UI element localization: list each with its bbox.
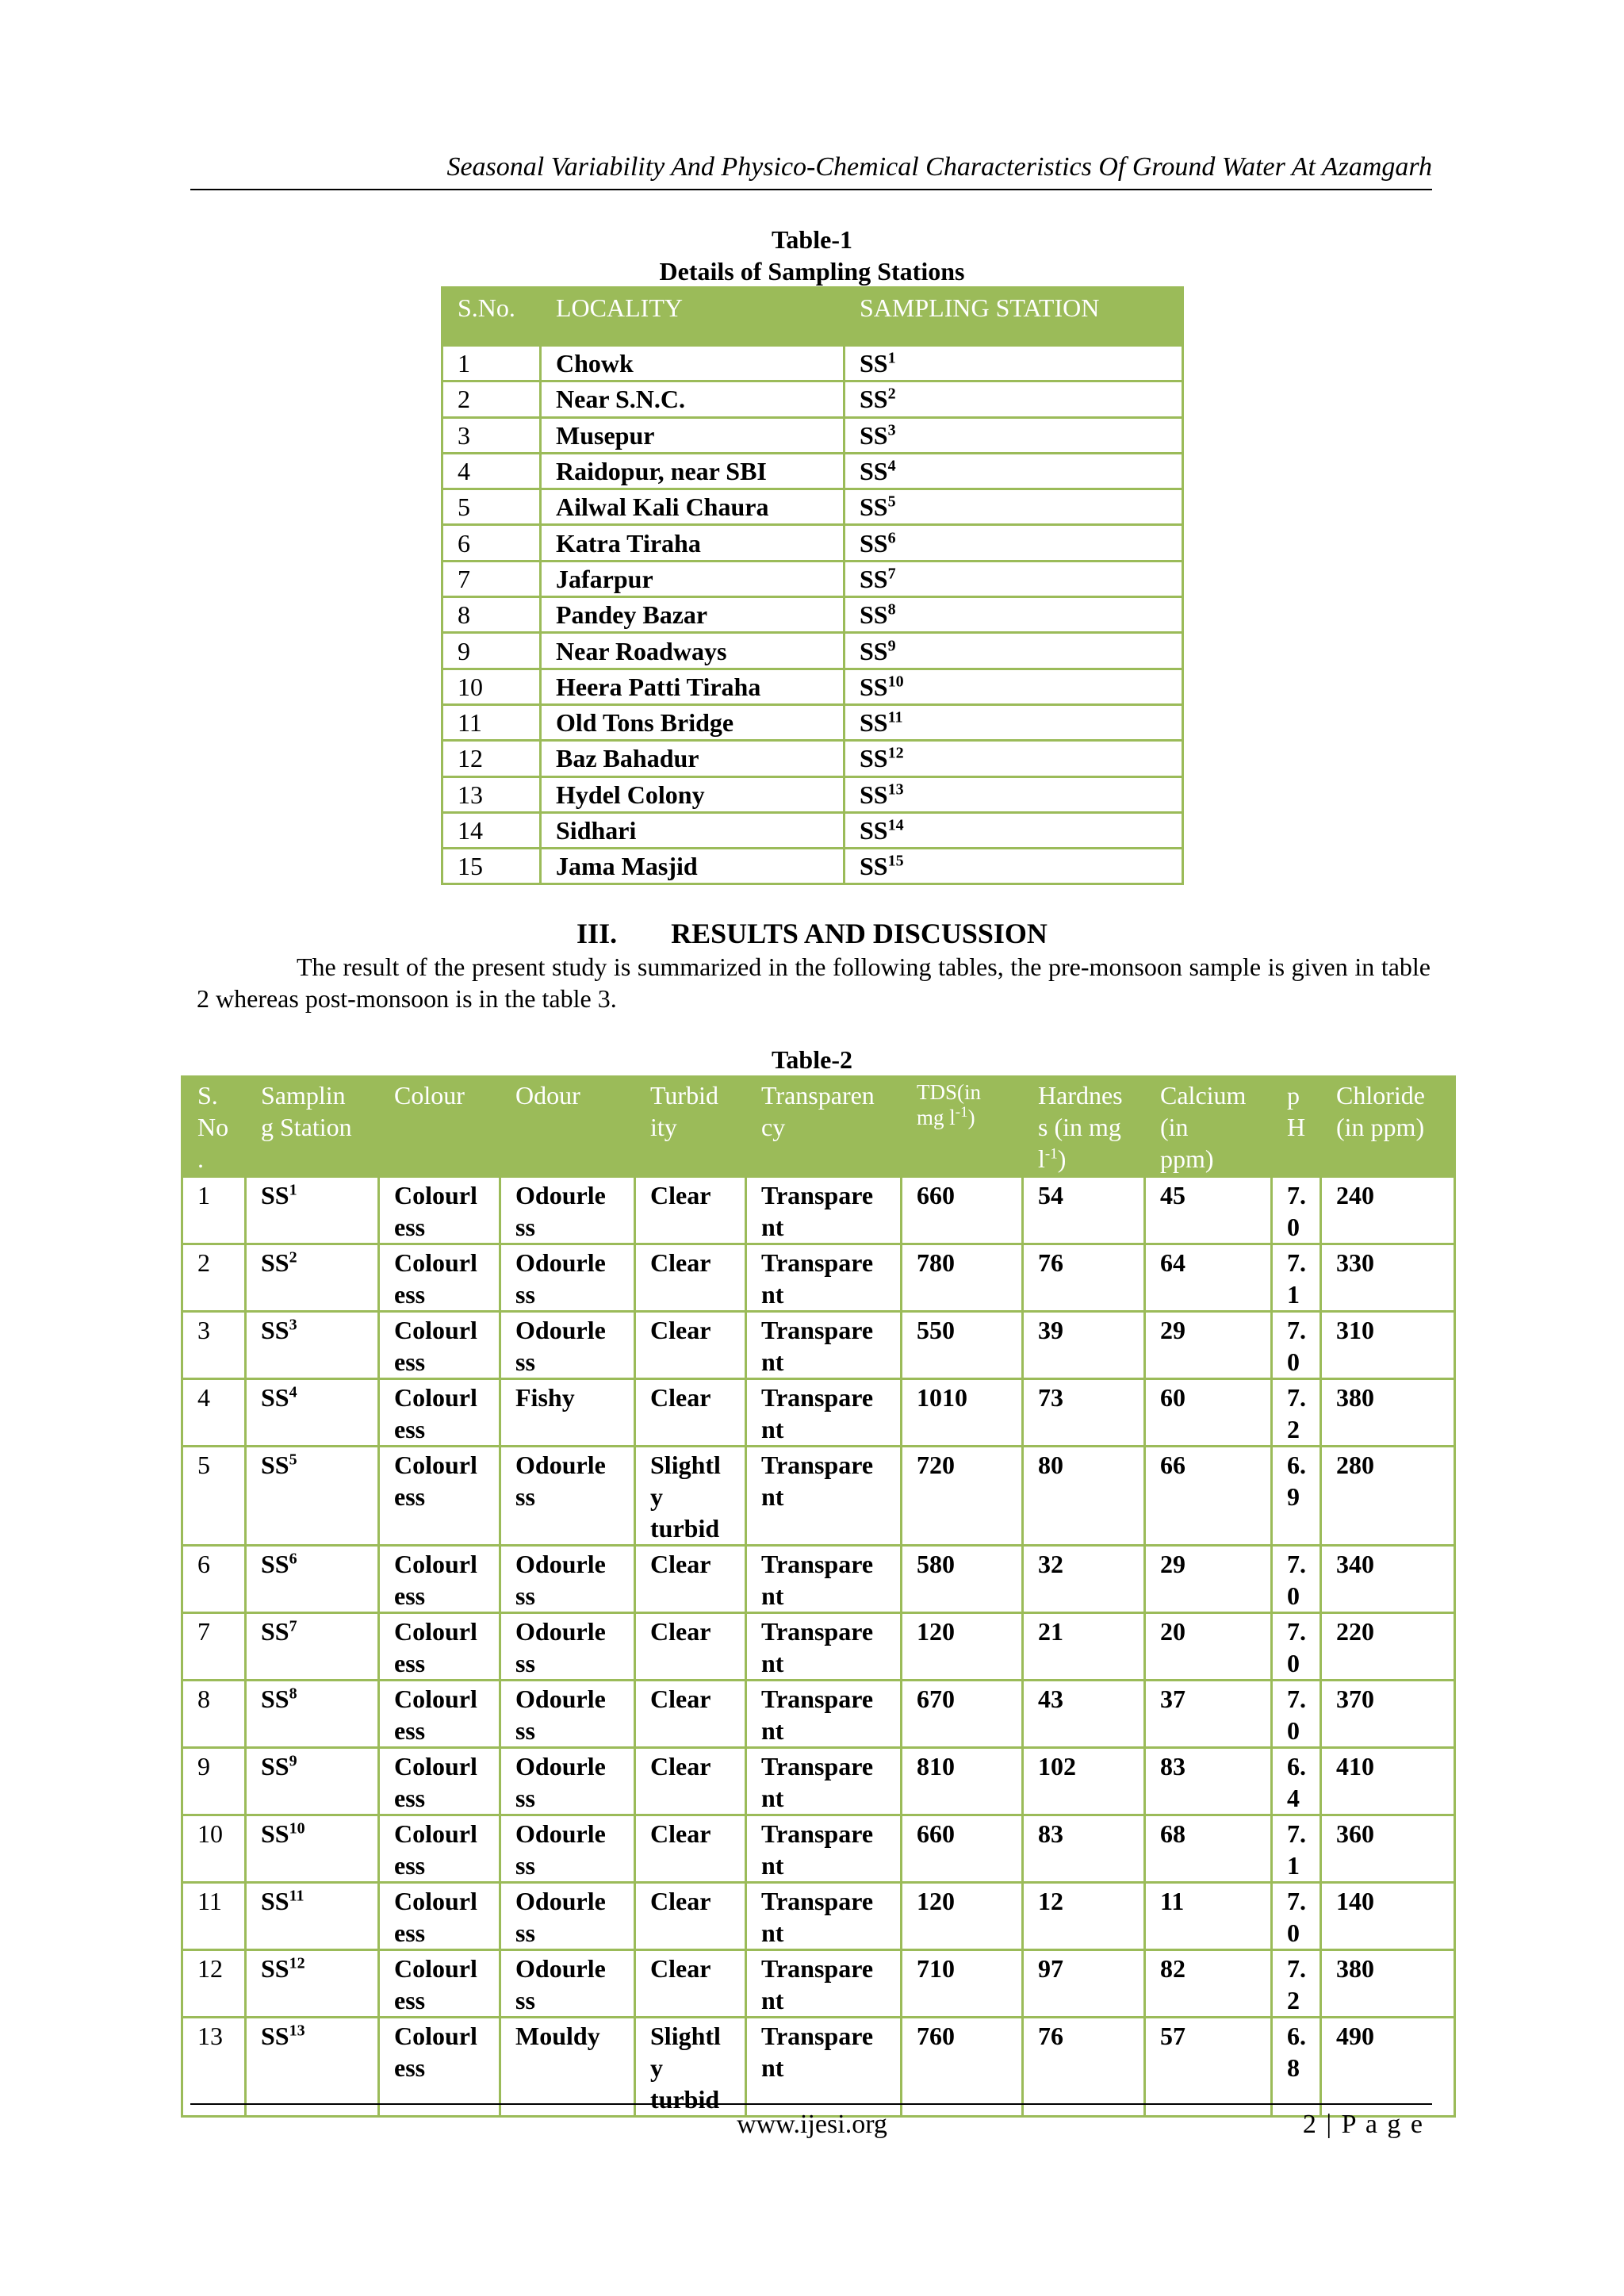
table2-cell-calcium: 29 bbox=[1145, 1546, 1272, 1613]
table1-row bbox=[442, 597, 1183, 633]
table2-cell-odour: Odourle ss bbox=[500, 1950, 635, 2018]
table1-body bbox=[442, 346, 1183, 884]
table2-cell-transparency: Transpare nt bbox=[746, 1244, 902, 1312]
table2-cell-hardness: 97 bbox=[1023, 1950, 1145, 2018]
table2-cell-turbidity: Slightl y turbid bbox=[635, 2018, 746, 2117]
table1-row bbox=[442, 849, 1183, 884]
table1-cell-locality: Near S.N.C. bbox=[541, 381, 845, 417]
table2-cell-odour: Fishy bbox=[500, 1379, 635, 1447]
table2-cell-hardness: 32 bbox=[1023, 1546, 1145, 1613]
table2-cell-chloride: 340 bbox=[1321, 1546, 1455, 1613]
table1-cell-locality: Baz Bahadur bbox=[541, 741, 845, 776]
footer-page-number: 2 | P a g e bbox=[1302, 2110, 1424, 2139]
table2-cell-chloride: 410 bbox=[1321, 1748, 1455, 1815]
table2-cell-tds: 580 bbox=[902, 1546, 1023, 1613]
table2-cell-sno: 8 bbox=[182, 1681, 246, 1748]
table2-cell-tds: 120 bbox=[902, 1883, 1023, 1950]
table2-cell-station: SS$^{10}$ bbox=[246, 1815, 379, 1883]
table1-cell-station: $SS^1$ bbox=[845, 346, 1183, 381]
table1-caption: Table-1 bbox=[772, 225, 852, 254]
table2-cell-odour: Odourle ss bbox=[500, 1546, 635, 1613]
table2-cell-station: $SS^3$ bbox=[246, 1312, 379, 1379]
table1-header-sno: S.No. bbox=[442, 288, 541, 346]
table2-cell-station: $SS^7$ bbox=[246, 1613, 379, 1681]
table2-cell-hardness: 21 bbox=[1023, 1613, 1145, 1681]
table2-cell-sno: 3 bbox=[182, 1312, 246, 1379]
table2-row bbox=[182, 1379, 1455, 1447]
results-paragraph: The result of the present study is summarized in the following tables, the pre-monsoon sample is given in table 2 whereas post-monsoon is in the table 3. bbox=[197, 953, 1431, 1013]
table2-cell-calcium: 64 bbox=[1145, 1244, 1272, 1312]
table2-pre-monsoon bbox=[181, 1075, 1456, 2118]
table2-cell-station: $SS^1$ bbox=[246, 1177, 379, 1244]
table1-row bbox=[442, 741, 1183, 776]
table2-cell-odour: Odourle ss bbox=[500, 1613, 635, 1681]
table2-cell-chloride: 330 bbox=[1321, 1244, 1455, 1312]
table2-cell-hardness: 83 bbox=[1023, 1815, 1145, 1883]
table1-cell-station: SS$^{14}$ bbox=[845, 812, 1183, 848]
table2-cell-tds: 120 bbox=[902, 1613, 1023, 1681]
table1-row bbox=[442, 669, 1183, 704]
table2-cell-sno: 5 bbox=[182, 1447, 246, 1546]
table2-cell-transparency: Transpare nt bbox=[746, 1546, 902, 1613]
section-title: RESULTS AND DISCUSSION bbox=[671, 918, 1048, 949]
table2-cell-odour: Odourle ss bbox=[500, 1312, 635, 1379]
table2-cell-transparency: Transpare nt bbox=[746, 1950, 902, 2018]
table2-caption: Table-2 bbox=[772, 1045, 852, 1074]
table2-cell-turbidity: Clear bbox=[635, 1883, 746, 1950]
table1-cell-sno: 5 bbox=[442, 489, 541, 525]
table1-cell-locality: Musepur bbox=[541, 417, 845, 453]
table2-cell-ph: 7. 0 bbox=[1272, 1546, 1321, 1613]
table1-row bbox=[442, 525, 1183, 561]
table2-cell-sno: 12 bbox=[182, 1950, 246, 2018]
table2-cell-hardness: 39 bbox=[1023, 1312, 1145, 1379]
table2-cell-colour: Colourl ess bbox=[379, 1379, 500, 1447]
table2-cell-ph: 7. 0 bbox=[1272, 1312, 1321, 1379]
table2-cell-calcium: 57 bbox=[1145, 2018, 1272, 2117]
table1-cell-sno: 7 bbox=[442, 561, 541, 596]
table1-cell-locality: Hydel Colony bbox=[541, 776, 845, 812]
table1-cell-locality: Old Tons Bridge bbox=[541, 704, 845, 740]
table1-cell-sno: 3 bbox=[442, 417, 541, 453]
table1-cell-sno: 15 bbox=[442, 849, 541, 884]
table2-cell-chloride: 380 bbox=[1321, 1950, 1455, 2018]
table1-cell-station: $SS^6$ bbox=[845, 525, 1183, 561]
table1-cell-sno: 4 bbox=[442, 453, 541, 489]
table2-header-colour: Colour bbox=[379, 1077, 500, 1177]
table2-cell-turbidity: Clear bbox=[635, 1379, 746, 1447]
table1-cell-locality: Raidopur, near SBI bbox=[541, 453, 845, 489]
table2-cell-chloride: 490 bbox=[1321, 2018, 1455, 2117]
table1-row bbox=[442, 381, 1183, 417]
table2-row bbox=[182, 1748, 1455, 1815]
section-number: III. bbox=[576, 918, 618, 949]
table1-row bbox=[442, 633, 1183, 669]
table2-cell-colour: Colourl ess bbox=[379, 1447, 500, 1546]
table2-row bbox=[182, 1177, 1455, 1244]
table1-row bbox=[442, 346, 1183, 381]
table2-cell-transparency: Transpare nt bbox=[746, 1613, 902, 1681]
table2-cell-hardness: 80 bbox=[1023, 1447, 1145, 1546]
table2-cell-colour: Colourl ess bbox=[379, 1244, 500, 1312]
table2-cell-calcium: 11 bbox=[1145, 1883, 1272, 1950]
table2-cell-colour: Colourl ess bbox=[379, 1312, 500, 1379]
table1-cell-sno: 9 bbox=[442, 633, 541, 669]
table2-cell-turbidity: Clear bbox=[635, 1681, 746, 1748]
table1-cell-station: SS$^{12}$ bbox=[845, 741, 1183, 776]
table1-cell-sno: 2 bbox=[442, 381, 541, 417]
table1-row bbox=[442, 704, 1183, 740]
table2-cell-station: $SS^8$ bbox=[246, 1681, 379, 1748]
table1-cell-station: SS$^{13}$ bbox=[845, 776, 1183, 812]
table2-cell-odour: Odourle ss bbox=[500, 1244, 635, 1312]
table2-cell-hardness: 76 bbox=[1023, 1244, 1145, 1312]
table2-body bbox=[182, 1177, 1455, 2117]
table2-cell-chloride: 280 bbox=[1321, 1447, 1455, 1546]
table2-cell-calcium: 82 bbox=[1145, 1950, 1272, 2018]
table2-row bbox=[182, 1546, 1455, 1613]
table2-cell-calcium: 20 bbox=[1145, 1613, 1272, 1681]
table2-row bbox=[182, 1883, 1455, 1950]
table2-cell-hardness: 12 bbox=[1023, 1883, 1145, 1950]
table2-cell-transparency: Transpare nt bbox=[746, 1177, 902, 1244]
table2-cell-ph: 7. 1 bbox=[1272, 1815, 1321, 1883]
table2-cell-ph: 7. 2 bbox=[1272, 1950, 1321, 2018]
table2-cell-colour: Colourl ess bbox=[379, 1950, 500, 2018]
table1-cell-sno: 14 bbox=[442, 812, 541, 848]
table2-cell-calcium: 37 bbox=[1145, 1681, 1272, 1748]
table2-cell-hardness: 76 bbox=[1023, 2018, 1145, 2117]
table1-cell-station: $SS^4$ bbox=[845, 453, 1183, 489]
table1-cell-sno: 11 bbox=[442, 704, 541, 740]
table1-sampling-stations bbox=[441, 286, 1184, 885]
table2-row bbox=[182, 1613, 1455, 1681]
table2-cell-transparency: Transpare nt bbox=[746, 2018, 902, 2117]
table2-cell-ph: 7. 0 bbox=[1272, 1681, 1321, 1748]
table1-cell-locality: Jama Masjid bbox=[541, 849, 845, 884]
table2-cell-chloride: 240 bbox=[1321, 1177, 1455, 1244]
table2-cell-hardness: 54 bbox=[1023, 1177, 1145, 1244]
table1-row bbox=[442, 561, 1183, 596]
table2-cell-tds: 660 bbox=[902, 1815, 1023, 1883]
table1-cell-sno: 1 bbox=[442, 346, 541, 381]
footer-url: www.ijesi.org bbox=[737, 2110, 887, 2139]
table2-cell-ph: 7. 2 bbox=[1272, 1379, 1321, 1447]
table2-cell-odour: Odourle ss bbox=[500, 1815, 635, 1883]
table2-cell-station: $SS^5$ bbox=[246, 1447, 379, 1546]
table2-cell-odour: Mouldy bbox=[500, 2018, 635, 2117]
table1-cell-locality: Ailwal Kali Chaura bbox=[541, 489, 845, 525]
table2-cell-ph: 7. 1 bbox=[1272, 1244, 1321, 1312]
table2-row bbox=[182, 1312, 1455, 1379]
table2-cell-calcium: 45 bbox=[1145, 1177, 1272, 1244]
table2-cell-colour: Colourl ess bbox=[379, 1546, 500, 1613]
table2-cell-sno: 2 bbox=[182, 1244, 246, 1312]
table1-cell-station: SS$^{10}$ bbox=[845, 669, 1183, 704]
table2-cell-hardness: 102 bbox=[1023, 1748, 1145, 1815]
table2-header-turbidity: Turbid ity bbox=[635, 1077, 746, 1177]
table1-cell-station: $SS^2$ bbox=[845, 381, 1183, 417]
table1-cell-sno: 10 bbox=[442, 669, 541, 704]
section-heading bbox=[0, 917, 1624, 950]
table1-cell-locality: Sidhari bbox=[541, 812, 845, 848]
table1-cell-station: $SS^5$ bbox=[845, 489, 1183, 525]
table2-cell-station: SS$^{11}$ bbox=[246, 1883, 379, 1950]
table2-cell-station: $SS^6$ bbox=[246, 1546, 379, 1613]
table1-cell-locality: Katra Tiraha bbox=[541, 525, 845, 561]
table1-cell-locality: Heera Patti Tiraha bbox=[541, 669, 845, 704]
table2-cell-transparency: Transpare nt bbox=[746, 1748, 902, 1815]
table2-cell-odour: Odourle ss bbox=[500, 1447, 635, 1546]
table2-cell-calcium: 66 bbox=[1145, 1447, 1272, 1546]
table2-row bbox=[182, 1950, 1455, 2018]
table2-cell-calcium: 60 bbox=[1145, 1379, 1272, 1447]
table1-title: Details of Sampling Stations bbox=[659, 257, 965, 286]
table2-row bbox=[182, 1244, 1455, 1312]
table2-cell-transparency: Transpare nt bbox=[746, 1379, 902, 1447]
table2-cell-turbidity: Clear bbox=[635, 1312, 746, 1379]
table2-cell-station: SS$^{13}$ bbox=[246, 2018, 379, 2117]
table2-cell-colour: Colourl ess bbox=[379, 2018, 500, 2117]
table2-cell-transparency: Transpare nt bbox=[746, 1883, 902, 1950]
table2-header-calcium: Calcium (in ppm) bbox=[1145, 1077, 1272, 1177]
table2-cell-transparency: Transpare nt bbox=[746, 1312, 902, 1379]
table2-cell-odour: Odourle ss bbox=[500, 1883, 635, 1950]
table2-cell-chloride: 220 bbox=[1321, 1613, 1455, 1681]
table2-cell-calcium: 29 bbox=[1145, 1312, 1272, 1379]
table1-cell-station: $SS^7$ bbox=[845, 561, 1183, 596]
table2-cell-hardness: 73 bbox=[1023, 1379, 1145, 1447]
table2-cell-turbidity: Clear bbox=[635, 1950, 746, 2018]
table2-cell-sno: 6 bbox=[182, 1546, 246, 1613]
table2-cell-colour: Colourl ess bbox=[379, 1177, 500, 1244]
table2-cell-turbidity: Clear bbox=[635, 1748, 746, 1815]
table2-cell-station: $SS^9$ bbox=[246, 1748, 379, 1815]
header-rule bbox=[190, 189, 1432, 190]
table2-cell-colour: Colourl ess bbox=[379, 1748, 500, 1815]
table1-cell-station: SS$^{15}$ bbox=[845, 849, 1183, 884]
table2-cell-sno: 9 bbox=[182, 1748, 246, 1815]
running-title: Seasonal Variability And Physico-Chemical Characteristics Of Ground Water At Azamgarh bbox=[446, 152, 1432, 182]
table2-cell-station: $SS^2$ bbox=[246, 1244, 379, 1312]
table2-row bbox=[182, 1681, 1455, 1748]
table2-cell-ph: 6. 9 bbox=[1272, 1447, 1321, 1546]
table2-cell-odour: Odourle ss bbox=[500, 1748, 635, 1815]
table2-header-chloride: Chloride (in ppm) bbox=[1321, 1077, 1455, 1177]
table2-cell-tds: 670 bbox=[902, 1681, 1023, 1748]
table1-cell-station: $SS^9$ bbox=[845, 633, 1183, 669]
table2-header-row bbox=[182, 1077, 1455, 1177]
table2-cell-chloride: 310 bbox=[1321, 1312, 1455, 1379]
table2-cell-tds: 710 bbox=[902, 1950, 1023, 2018]
table2-cell-sno: 13 bbox=[182, 2018, 246, 2117]
table1-cell-sno: 13 bbox=[442, 776, 541, 812]
table2-cell-tds: 660 bbox=[902, 1177, 1023, 1244]
table2-row bbox=[182, 2018, 1455, 2117]
table2-cell-chloride: 370 bbox=[1321, 1681, 1455, 1748]
table2-header-odour: Odour bbox=[500, 1077, 635, 1177]
table2-cell-hardness: 43 bbox=[1023, 1681, 1145, 1748]
table1-row bbox=[442, 812, 1183, 848]
table2-cell-station: SS$^{12}$ bbox=[246, 1950, 379, 2018]
table2-cell-sno: 1 bbox=[182, 1177, 246, 1244]
table2-cell-tds: 810 bbox=[902, 1748, 1023, 1815]
table1-row bbox=[442, 453, 1183, 489]
table2-cell-ph: 6. 4 bbox=[1272, 1748, 1321, 1815]
table1-header-locality: LOCALITY bbox=[541, 288, 845, 346]
table1-cell-station: $SS^3$ bbox=[845, 417, 1183, 453]
table2-cell-transparency: Transpare nt bbox=[746, 1815, 902, 1883]
table2-cell-turbidity: Clear bbox=[635, 1546, 746, 1613]
table2-cell-turbidity: Clear bbox=[635, 1815, 746, 1883]
table1-header-row bbox=[442, 288, 1183, 346]
table2-row bbox=[182, 1447, 1455, 1546]
table1-cell-station: SS$^{11}$ bbox=[845, 704, 1183, 740]
table2-cell-chloride: 380 bbox=[1321, 1379, 1455, 1447]
footer-rule bbox=[190, 2103, 1432, 2105]
table2-cell-chloride: 360 bbox=[1321, 1815, 1455, 1883]
table1-cell-locality: Pandey Bazar bbox=[541, 597, 845, 633]
table2-cell-sno: 10 bbox=[182, 1815, 246, 1883]
table2-cell-ph: 7. 0 bbox=[1272, 1177, 1321, 1244]
table2-header-transparency: Transparen cy bbox=[746, 1077, 902, 1177]
table1-cell-sno: 6 bbox=[442, 525, 541, 561]
table2-header-ph: p H bbox=[1272, 1077, 1321, 1177]
table2-cell-turbidity: Clear bbox=[635, 1613, 746, 1681]
table2-cell-sno: 11 bbox=[182, 1883, 246, 1950]
table1-cell-sno: 8 bbox=[442, 597, 541, 633]
table2-cell-colour: Colourl ess bbox=[379, 1613, 500, 1681]
table2-cell-station: $SS^4$ bbox=[246, 1379, 379, 1447]
table1-header-station: SAMPLING STATION bbox=[845, 288, 1183, 346]
table2-cell-transparency: Transpare nt bbox=[746, 1681, 902, 1748]
table2-header-hardness: Hardnes s (in mg $l^{-1}$) bbox=[1023, 1077, 1145, 1177]
table2-cell-tds: 720 bbox=[902, 1447, 1023, 1546]
table1-row bbox=[442, 489, 1183, 525]
table2-header-tds: TDS(in mg $l^{-1}$) bbox=[902, 1077, 1023, 1177]
table2-cell-colour: Colourl ess bbox=[379, 1815, 500, 1883]
table2-cell-colour: Colourl ess bbox=[379, 1883, 500, 1950]
table2-cell-odour: Odourle ss bbox=[500, 1177, 635, 1244]
table2-cell-turbidity: Clear bbox=[635, 1177, 746, 1244]
table1-row bbox=[442, 417, 1183, 453]
table1-cell-locality: Jafarpur bbox=[541, 561, 845, 596]
table2-header-station: Samplin g Station bbox=[246, 1077, 379, 1177]
table1-cell-locality: Chowk bbox=[541, 346, 845, 381]
table1-cell-sno: 12 bbox=[442, 741, 541, 776]
table2-cell-ph: 7. 0 bbox=[1272, 1883, 1321, 1950]
table2-cell-calcium: 68 bbox=[1145, 1815, 1272, 1883]
table2-cell-calcium: 83 bbox=[1145, 1748, 1272, 1815]
table2-cell-tds: 1010 bbox=[902, 1379, 1023, 1447]
table2-cell-chloride: 140 bbox=[1321, 1883, 1455, 1950]
table2-cell-odour: Odourle ss bbox=[500, 1681, 635, 1748]
table2-row bbox=[182, 1815, 1455, 1883]
table2-header-sno: S. No . bbox=[182, 1077, 246, 1177]
table2-cell-ph: 6. 8 bbox=[1272, 2018, 1321, 2117]
table2-cell-ph: 7. 0 bbox=[1272, 1613, 1321, 1681]
table1-row bbox=[442, 776, 1183, 812]
table2-cell-turbidity: Clear bbox=[635, 1244, 746, 1312]
table2-cell-transparency: Transpare nt bbox=[746, 1447, 902, 1546]
table2-cell-tds: 760 bbox=[902, 2018, 1023, 2117]
table2-cell-turbidity: Slightl y turbid bbox=[635, 1447, 746, 1546]
table2-cell-colour: Colourl ess bbox=[379, 1681, 500, 1748]
table2-cell-tds: 780 bbox=[902, 1244, 1023, 1312]
table1-cell-station: $SS^8$ bbox=[845, 597, 1183, 633]
table2-cell-tds: 550 bbox=[902, 1312, 1023, 1379]
table1-cell-locality: Near Roadways bbox=[541, 633, 845, 669]
table2-cell-sno: 4 bbox=[182, 1379, 246, 1447]
table2-cell-sno: 7 bbox=[182, 1613, 246, 1681]
